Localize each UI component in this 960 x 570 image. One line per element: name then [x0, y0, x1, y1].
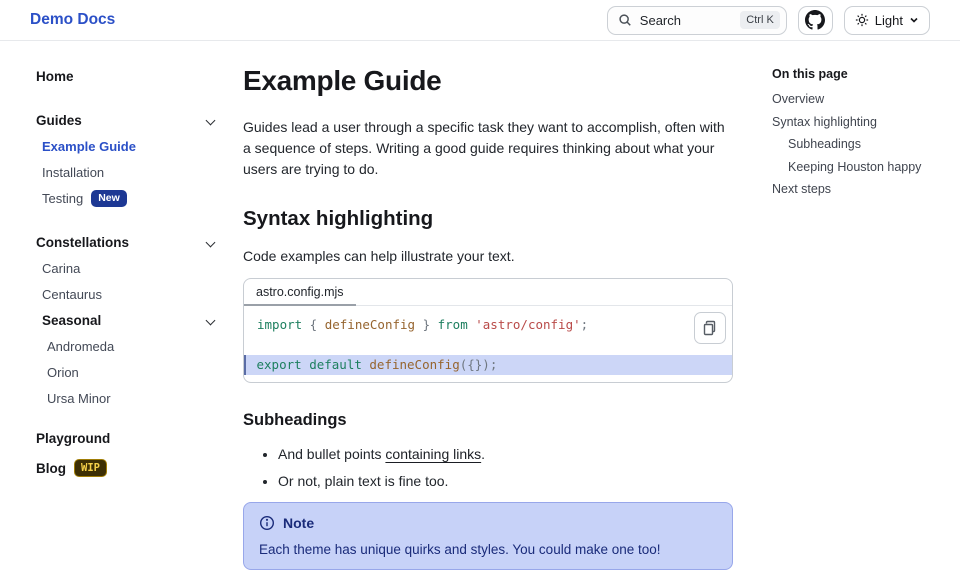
code-line-1: import { defineConfig } from 'astro/config'; [257, 317, 589, 332]
sidebar-group-guides[interactable]: Guides [0, 107, 230, 133]
toc-link-keeping-houston-happy[interactable]: Keeping Houston happy [788, 159, 922, 174]
sidebar-group-constellations[interactable]: Constellations [0, 229, 230, 255]
search-icon [618, 13, 632, 27]
toc-link-syntax-highlighting[interactable]: Syntax highlighting [772, 114, 877, 129]
sidebar-item-installation[interactable]: Installation [42, 164, 105, 180]
search-placeholder: Search [639, 12, 681, 28]
search-shortcut: Ctrl K [740, 11, 780, 29]
site-header [0, 0, 960, 41]
sidebar-item-example-guide[interactable]: Example Guide [42, 138, 136, 154]
containing-links-link[interactable]: containing links [385, 446, 482, 462]
bullet-item-plain: • Or not, plain text is fine too. [278, 473, 733, 489]
note-title: Note [283, 515, 315, 531]
intro-paragraph: Guides lead a user through a specific task they want to accomplish, often with a sequence of steps. Writing a good guide requires thinking about what your users are trying to do. [243, 119, 725, 177]
page-layout [0, 41, 960, 570]
code-block [243, 278, 733, 383]
toc-link-next-steps[interactable]: Next steps [772, 182, 832, 196]
toc-link-subheadings[interactable]: Subheadings [788, 137, 861, 151]
new-badge: New [91, 190, 127, 207]
code-line-2 [244, 335, 732, 355]
section-lead: Code examples can help illustrate your text. [243, 248, 515, 264]
note-body: Each theme has unique quirks and styles. You could make one too! [259, 542, 661, 557]
on-this-page-sidebar [772, 41, 950, 570]
sidebar-item-orion[interactable]: Orion [47, 364, 79, 380]
subheadings-heading: Subheadings [243, 411, 347, 429]
left-sidebar [0, 41, 230, 570]
sidebar-item-carina[interactable]: Carina [42, 260, 81, 276]
sidebar-item-blog[interactable]: Blog WIP [0, 455, 230, 481]
info-icon [259, 515, 275, 531]
main-content [243, 41, 733, 570]
sun-icon [855, 13, 869, 27]
chevron-down-icon [206, 116, 216, 126]
note-header [259, 515, 717, 531]
chevron-down-icon [206, 316, 216, 326]
sidebar-item-centaurus[interactable]: Centaurus [42, 286, 102, 302]
sidebar-item-testing[interactable]: Testing New [0, 185, 230, 211]
sidebar-item-playground[interactable]: Playground [36, 430, 111, 446]
chevron-down-icon [909, 15, 919, 25]
sidebar-item-ursa-minor[interactable]: Ursa Minor [47, 390, 111, 406]
toc-title: On this page [772, 67, 848, 81]
note-callout [243, 502, 733, 570]
code-tab-bar [244, 279, 732, 306]
site-logo[interactable]: Demo Docs [30, 11, 116, 28]
github-button[interactable] [798, 6, 833, 35]
search-button[interactable] [607, 6, 787, 35]
section-heading-syntax-highlighting: Syntax highlighting [243, 207, 434, 230]
sidebar-group-seasonal[interactable]: Seasonal [0, 307, 230, 333]
wip-badge: WIP [74, 459, 107, 477]
theme-label: Light [874, 12, 903, 28]
sidebar-item-home[interactable]: Home [36, 68, 74, 84]
toc-link-overview[interactable]: Overview [772, 92, 825, 106]
page-title: Example Guide [243, 65, 442, 96]
code-line-3-highlighted: export default defineConfig({}); [244, 355, 732, 375]
bullet-item-links: • And bullet points containing links. [278, 446, 733, 462]
code-filename-tab[interactable]: astro.config.mjs [244, 279, 356, 306]
header-actions [607, 6, 930, 35]
theme-select[interactable] [844, 6, 930, 35]
chevron-down-icon [206, 238, 216, 248]
github-icon [805, 10, 825, 30]
copy-button[interactable] [694, 312, 726, 344]
bullet-list [243, 446, 733, 489]
code-area [244, 306, 732, 382]
copy-icon [701, 319, 719, 337]
sidebar-item-andromeda[interactable]: Andromeda [47, 338, 115, 354]
